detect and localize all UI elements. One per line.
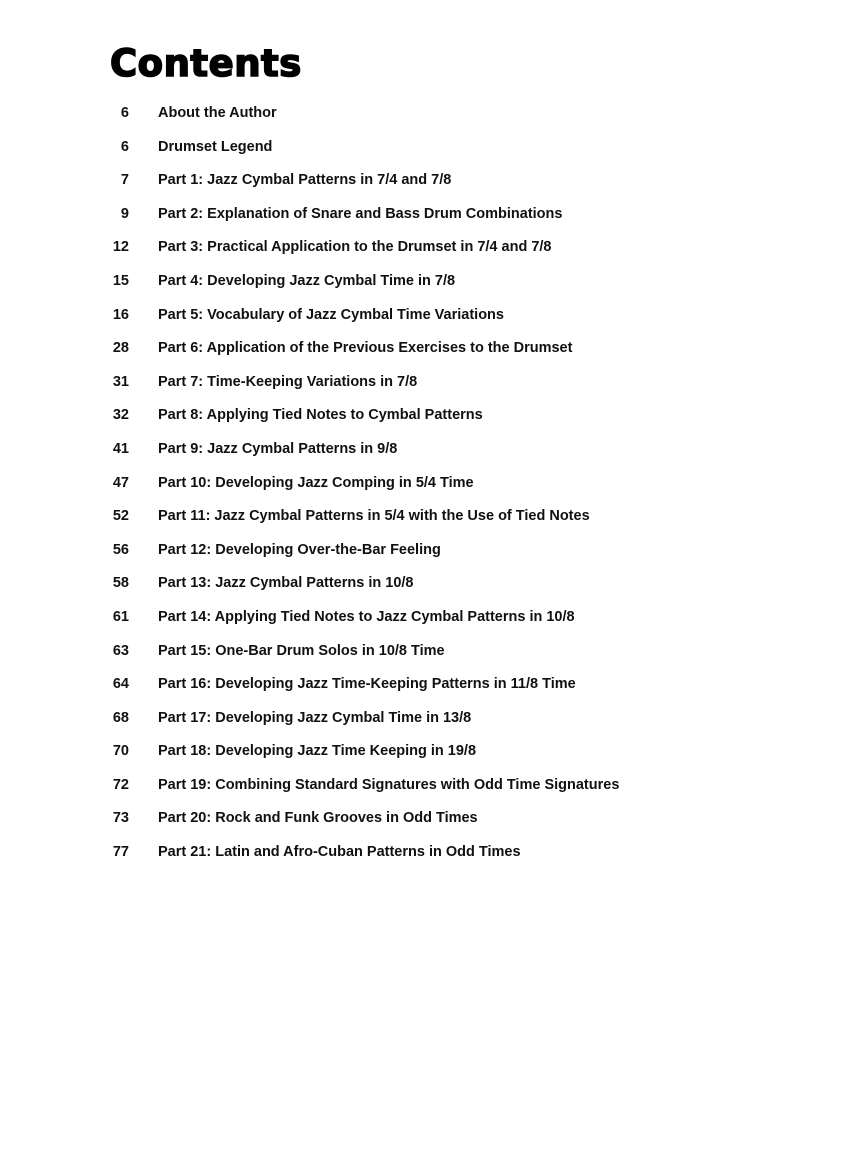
toc-entry-title: Part 8: Applying Tied Notes to Cymbal Patterns bbox=[158, 407, 483, 424]
toc-entry bbox=[0, 838, 864, 872]
toc-entry-title: Part 9: Jazz Cymbal Patterns in 9/8 bbox=[158, 440, 398, 457]
toc-entry bbox=[0, 603, 864, 637]
toc-page-number: 72 bbox=[112, 776, 129, 793]
toc-entry bbox=[0, 771, 864, 805]
toc-entry bbox=[0, 401, 864, 435]
toc-entry bbox=[0, 569, 864, 603]
toc-entry-title: Part 15: One-Bar Drum Solos in 10/8 Time bbox=[158, 642, 445, 659]
toc-entry-title: Part 7: Time-Keeping Variations in 7/8 bbox=[158, 373, 418, 390]
toc-page-number: 68 bbox=[112, 709, 129, 726]
toc-entry-title: Part 21: Latin and Afro-Cuban Patterns in Odd Times bbox=[158, 844, 521, 861]
toc-entry-title: Part 1: Jazz Cymbal Patterns in 7/4 and 7/8 bbox=[158, 172, 452, 189]
toc-page-number: 63 bbox=[112, 642, 129, 659]
toc-entry bbox=[0, 368, 864, 402]
toc-page-number: 73 bbox=[112, 810, 129, 827]
toc-entry-title: Part 5: Vocabulary of Jazz Cymbal Time Variations bbox=[158, 306, 504, 323]
page-title: Contents bbox=[110, 42, 302, 85]
toc-page-number: 56 bbox=[112, 541, 129, 558]
toc-entry-title: Part 6: Application of the Previous Exercises to the Drumset bbox=[158, 340, 573, 357]
toc-entry bbox=[0, 133, 864, 167]
toc-page-number: 61 bbox=[112, 608, 129, 625]
toc-page-number: 9 bbox=[120, 205, 129, 222]
toc-entry bbox=[0, 502, 864, 536]
toc-entry-title: Part 17: Developing Jazz Cymbal Time in 13/8 bbox=[158, 709, 472, 726]
toc-entry bbox=[0, 637, 864, 671]
toc-page-number: 12 bbox=[112, 239, 129, 256]
toc-entry bbox=[0, 804, 864, 838]
toc-page-number: 7 bbox=[120, 172, 129, 189]
toc-page-number: 47 bbox=[112, 474, 129, 491]
toc-entry-title: Part 16: Developing Jazz Time-Keeping Patterns in 11/8 Time bbox=[158, 676, 576, 693]
toc-entry-title: Part 18: Developing Jazz Time Keeping in 19/8 bbox=[158, 743, 477, 760]
toc-entry bbox=[0, 704, 864, 738]
toc-page-number: 31 bbox=[112, 373, 129, 390]
toc-page-number: 58 bbox=[112, 575, 129, 592]
toc-entry-title: Part 2: Explanation of Snare and Bass Drum Combinations bbox=[158, 205, 563, 222]
toc-entry-title: Part 19: Combining Standard Signatures with Odd Time Signatures bbox=[158, 776, 620, 793]
toc-entry-title: Part 20: Rock and Funk Grooves in Odd Times bbox=[158, 810, 478, 827]
toc-page-number: 77 bbox=[112, 844, 129, 861]
toc-page-number: 6 bbox=[120, 105, 129, 121]
toc-page-number: 16 bbox=[112, 306, 129, 323]
toc-entry bbox=[0, 166, 864, 200]
toc-entry-title: Part 13: Jazz Cymbal Patterns in 10/8 bbox=[158, 575, 414, 592]
toc-entry bbox=[0, 200, 864, 234]
toc-entry bbox=[0, 267, 864, 301]
toc-page-number: 52 bbox=[112, 508, 129, 525]
toc-entry-title: About the Author bbox=[158, 105, 277, 121]
toc-entry-title: Part 10: Developing Jazz Comping in 5/4 Time bbox=[158, 474, 474, 491]
toc-page-number: 15 bbox=[112, 272, 129, 289]
toc-page-number: 70 bbox=[112, 743, 129, 760]
toc-entry-title: Part 3: Practical Application to the Drumset in 7/4 and 7/8 bbox=[158, 239, 552, 256]
toc-entry-title: Part 14: Applying Tied Notes to Jazz Cymbal Patterns in 10/8 bbox=[158, 608, 575, 625]
toc-entry bbox=[0, 334, 864, 368]
toc-page-number: 32 bbox=[112, 407, 129, 424]
table-of-contents bbox=[0, 99, 864, 872]
toc-entry bbox=[0, 233, 864, 267]
toc-entry bbox=[0, 670, 864, 704]
toc-entry-title: Part 11: Jazz Cymbal Patterns in 5/4 with the Use of Tied Notes bbox=[158, 508, 590, 525]
toc-entry bbox=[0, 469, 864, 503]
toc-entry-title: Part 12: Developing Over-the-Bar Feeling bbox=[158, 541, 441, 558]
toc-entry bbox=[0, 301, 864, 335]
toc-entry bbox=[0, 435, 864, 469]
toc-entry bbox=[0, 536, 864, 570]
toc-entry bbox=[0, 99, 864, 133]
toc-entry-title: Drumset Legend bbox=[158, 138, 273, 155]
toc-entry bbox=[0, 737, 864, 771]
toc-page-number: 64 bbox=[112, 676, 129, 693]
toc-page-number: 41 bbox=[112, 440, 129, 457]
toc-page-number: 28 bbox=[112, 340, 129, 357]
toc-entry-title: Part 4: Developing Jazz Cymbal Time in 7/8 bbox=[158, 272, 456, 289]
toc-page-number: 6 bbox=[120, 138, 129, 155]
